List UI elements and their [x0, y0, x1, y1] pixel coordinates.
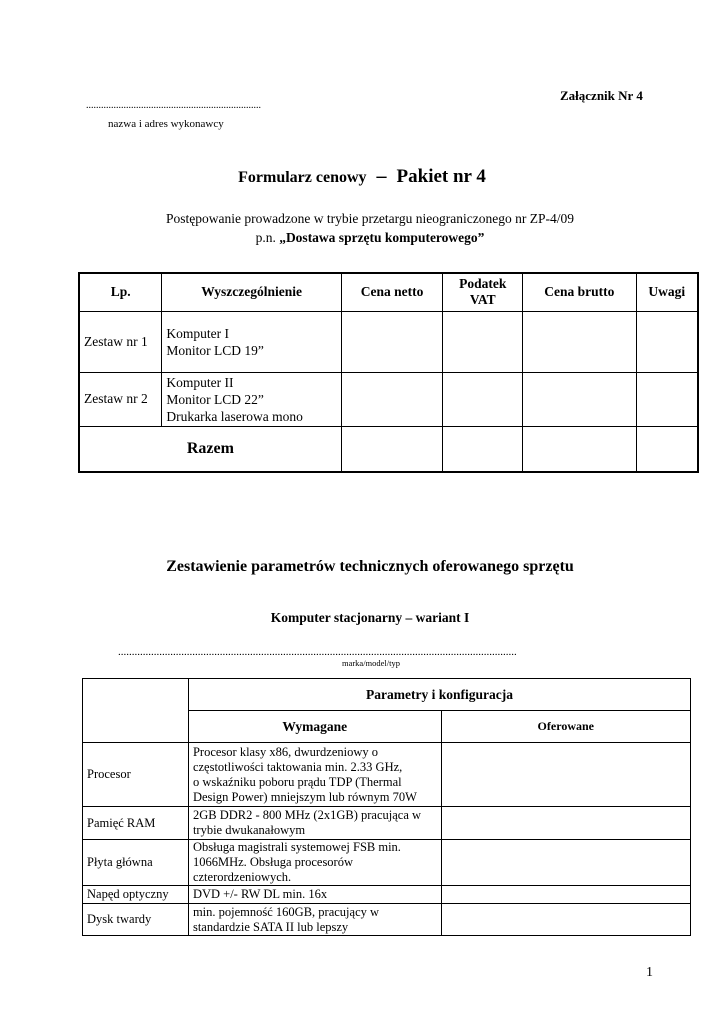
set-item: Komputer II — [166, 374, 234, 390]
table-row — [83, 886, 691, 904]
form-title-text: Formularz cenowy — [238, 169, 367, 186]
param-offered-cell[interactable] — [441, 807, 690, 840]
variant-title: Komputer stacjonarny – wariant I — [270, 610, 470, 625]
pn-prefix: p.n. — [255, 230, 280, 245]
param-line: min. pojemność 160GB, pracujący w — [192, 904, 380, 919]
param-line: Design Power) mniejszym lub równym 70W — [192, 789, 417, 804]
param-offered-cell[interactable] — [441, 904, 690, 936]
mark-model-label: marka/model/typ — [341, 658, 401, 668]
contractor-dots: ...................................................................... — [86, 100, 261, 111]
param-line: trybie dwukanałowym — [192, 823, 306, 837]
procurement-name-line — [0, 230, 724, 246]
pn-name: „Dostawa sprzętu komputerowego” — [279, 230, 485, 245]
param-line: 1066MHz. Obsługa procesorów — [192, 855, 353, 869]
notes-cell[interactable] — [636, 372, 698, 426]
price-table-header-row — [79, 273, 698, 311]
table-row — [83, 743, 691, 807]
param-offered-cell[interactable] — [441, 886, 690, 904]
spec-header-offered: Oferowane — [441, 711, 690, 743]
param-line: częstotliwości taktowania min. 2.33 GHz, — [192, 759, 403, 774]
notes-cell[interactable] — [636, 311, 698, 372]
param-line: czterordzeniowych. — [192, 870, 292, 884]
page-number: 1 — [646, 965, 653, 980]
param-required — [188, 904, 441, 936]
param-line: Obsługa magistrali systemowej FSB min. — [192, 840, 401, 854]
set-item: Monitor LCD 22” — [166, 391, 264, 407]
table-row — [79, 311, 698, 372]
set-item: Komputer I — [166, 325, 230, 341]
param-name: Dysk twardy — [83, 904, 189, 936]
model-dots: ................................................................................................................................................. — [118, 646, 517, 658]
header-spec: Wyszczególnienie — [162, 273, 341, 311]
header-gross: Cena brutto — [523, 273, 636, 311]
total-gross-cell[interactable] — [523, 426, 636, 472]
price-table — [78, 272, 699, 473]
set-label: Zestaw nr 1 — [79, 311, 162, 372]
table-row — [83, 904, 691, 936]
package-title: Pakiet nr 4 — [396, 166, 486, 187]
total-net-cell[interactable] — [341, 426, 442, 472]
contractor-label: nazwa i adres wykonawcy — [108, 118, 224, 130]
header-vat — [443, 273, 523, 311]
param-name: Procesor — [83, 743, 189, 807]
vat-cell[interactable] — [443, 311, 523, 372]
param-offered-cell[interactable] — [441, 840, 690, 886]
param-line: 2GB DDR2 - 800 MHz (2x1GB) pracująca w — [192, 808, 422, 822]
form-title — [0, 165, 724, 188]
header-net: Cena netto — [341, 273, 442, 311]
params-title: Zestawienie parametrów technicznych oferowanego sprzętu — [166, 558, 574, 575]
total-vat-cell[interactable] — [443, 426, 523, 472]
param-name: Pamięć RAM — [83, 807, 189, 840]
table-row — [83, 807, 691, 840]
spec-header-main: Parametry i konfiguracja — [188, 679, 690, 711]
header-lp: Lp. — [79, 273, 162, 311]
set-items — [162, 311, 341, 372]
header-notes: Uwagi — [636, 273, 698, 311]
form-title-dash: – — [376, 165, 387, 187]
spec-header-row — [83, 679, 691, 711]
total-notes-cell[interactable] — [636, 426, 698, 472]
param-required — [188, 743, 441, 807]
param-required — [188, 807, 441, 840]
annex-label: Załącznik Nr 4 — [560, 88, 643, 103]
spec-table — [82, 678, 691, 936]
net-price-cell[interactable] — [341, 311, 442, 372]
total-row — [79, 426, 698, 472]
net-price-cell[interactable] — [341, 372, 442, 426]
spec-header-required: Wymagane — [188, 711, 441, 743]
set-items — [162, 372, 341, 426]
header-vat-line1: Podatek — [459, 276, 507, 292]
param-name: Napęd optyczny — [83, 886, 189, 904]
set-item: Drukarka laserowa mono — [166, 408, 303, 424]
param-name: Płyta główna — [83, 840, 189, 886]
procedure-line: Postępowanie prowadzone w trybie przetargu nieograniczonego nr ZP-4/09 — [166, 211, 574, 226]
table-row — [83, 840, 691, 886]
total-label: Razem — [79, 426, 341, 472]
gross-price-cell[interactable] — [523, 372, 636, 426]
param-required — [188, 886, 441, 904]
spec-header-empty — [83, 679, 189, 743]
table-row — [79, 372, 698, 426]
param-offered-cell[interactable] — [441, 743, 690, 807]
header-vat-line2: VAT — [469, 292, 496, 308]
param-line: o wskaźniku poboru prądu TDP (Thermal — [192, 774, 402, 789]
set-item: Monitor LCD 19” — [166, 342, 264, 358]
param-line: Procesor klasy x86, dwurdzeniowy o — [192, 744, 378, 759]
vat-cell[interactable] — [443, 372, 523, 426]
param-line: standardzie SATA II lub lepszy — [192, 919, 349, 934]
set-label: Zestaw nr 2 — [79, 372, 162, 426]
param-line: DVD +/- RW DL min. 16x — [192, 887, 328, 901]
gross-price-cell[interactable] — [523, 311, 636, 372]
param-required — [188, 840, 441, 886]
